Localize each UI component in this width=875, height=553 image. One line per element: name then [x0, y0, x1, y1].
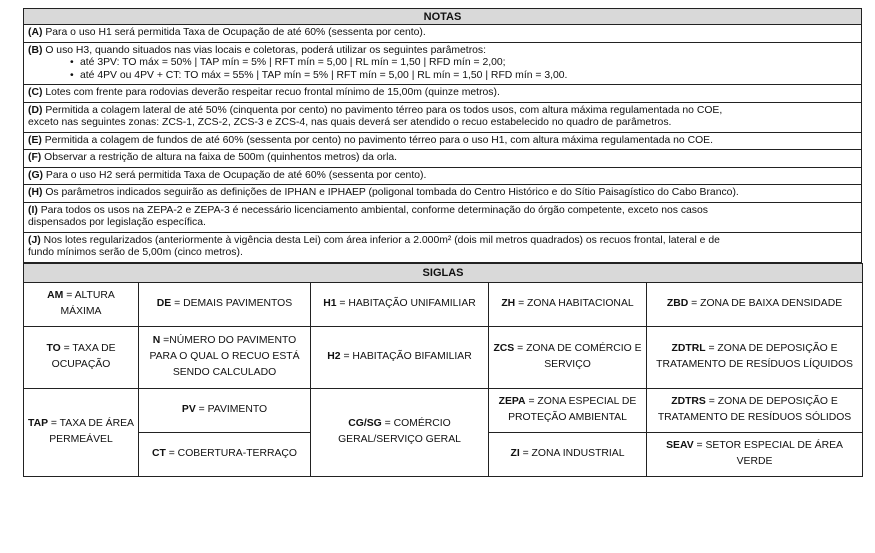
sigla-pv — [139, 388, 311, 432]
note-text: Para o uso H2 será permitida Taxa de Ocupação de até 60% (sessenta por cento). — [43, 169, 427, 181]
note-text: Nos lotes regularizados (anteriormente à vigência desta Lei) com área inferior a 2.000m² (dois mil metros quadrados) os recuos frontal, lateral e de — [40, 234, 720, 246]
note-text: Para todos os usos na ZEPA-2 e ZEPA-3 é necessário licenciamento ambiental, conforme determinação do órgão competente, exceto nos casos — [37, 204, 708, 216]
note-key: (I) — [28, 204, 38, 216]
sigla-def: = DEMAIS PAVIMENTOS — [171, 298, 293, 309]
sigla-to — [24, 326, 139, 388]
sigla-abbr: ZH — [501, 298, 516, 309]
sigla-def: = ALTURA MÁXIMA — [60, 290, 115, 317]
note-text: O uso H3, quando situados nas vias locais e coletoras, poderá utilizar os seguintes parâmetros: — [42, 44, 487, 56]
sigla-zcs — [489, 326, 647, 388]
note-d — [23, 103, 862, 133]
sigla-ct — [139, 432, 311, 476]
sigla-def: = ZONA DE BAIXA DENSIDADE — [688, 298, 843, 309]
note-b-bullet-2: • até 4PV ou 4PV + CT: TO máx = 55% | TAP mín = 5% | RFT mín = 5,00 | RL mín = 1,50 | RFD mín = 3,00. — [28, 70, 857, 83]
sigla-zdtrs — [647, 388, 863, 432]
sigla-def: = TAXA DE OCUPAÇÃO — [51, 343, 116, 370]
note-key: (D) — [28, 104, 43, 116]
note-e — [23, 133, 862, 151]
sigla-def: = ZONA DE COMÉRCIO E SERVIÇO — [514, 343, 642, 370]
note-a — [23, 25, 862, 43]
note-text-cont: fundo mínimos serão de 5,00m (cinco metros). — [28, 247, 243, 258]
sigla-abbr: ZBD — [666, 298, 689, 309]
note-key: (B) — [28, 44, 43, 56]
siglas-header: SIGLAS — [24, 263, 863, 282]
sigla-abbr: DE — [156, 298, 172, 309]
note-text: Permitida a colagem lateral de até 50% (cinquenta por cento) no pavimento térreo para os todos usos, com altura máxima regulamentada no COE, — [42, 104, 723, 116]
sigla-zbd — [647, 282, 863, 326]
sigla-def: = ZONA DE DEPOSIÇÃO E TRATAMENTO DE RESÍDUOS LÍQUIDOS — [656, 343, 853, 370]
sigla-abbr: TO — [46, 343, 61, 354]
note-g — [23, 168, 862, 186]
note-j — [23, 233, 862, 263]
sigla-seav — [647, 432, 863, 476]
sigla-tap — [24, 388, 139, 476]
sigla-abbr: N — [152, 335, 161, 346]
sigla-n — [139, 326, 311, 388]
note-key: (J) — [28, 234, 41, 246]
sigla-abbr: ZEPA — [498, 396, 526, 407]
sigla-def: = COMÉRCIO GERAL/SERVIÇO GERAL — [338, 418, 461, 445]
sigla-abbr: ZI — [510, 448, 520, 459]
document-tables — [23, 8, 862, 477]
note-h — [23, 185, 862, 203]
note-key: (A) — [28, 27, 43, 38]
note-text-cont: dispensados por legislação específica. — [28, 217, 206, 228]
sigla-def: = HABITAÇÃO UNIFAMILIAR — [336, 298, 476, 309]
sigla-zi — [489, 432, 647, 476]
siglas-table — [23, 263, 863, 477]
note-text: Lotes com frente para rodovias deverão respeitar recuo frontal mínimo de 15,00m (quinze metros). — [42, 87, 500, 98]
note-key: (H) — [28, 187, 43, 198]
sigla-de — [139, 282, 311, 326]
sigla-abbr: ZDTRS — [671, 396, 706, 407]
sigla-abbr: CG/SG — [348, 418, 382, 429]
sigla-h2 — [311, 326, 489, 388]
sigla-abbr: H1 — [323, 298, 337, 309]
sigla-def: = HABITAÇÃO BIFAMILIAR — [340, 351, 472, 362]
sigla-def: = COBERTURA-TERRAÇO — [165, 448, 297, 459]
notas-header: NOTAS — [23, 8, 862, 25]
sigla-zdtrl — [647, 326, 863, 388]
sigla-am — [24, 282, 139, 326]
sigla-def: = ZONA HABITACIONAL — [515, 298, 634, 309]
note-b — [23, 43, 862, 86]
note-text: Permitida a colagem de fundos de até 60% (sessenta por cento) no pavimento térreo para o uso H1, com altura máxima regulamentada no COE. — [41, 134, 713, 146]
note-c — [23, 85, 862, 103]
note-key: (G) — [28, 169, 44, 181]
note-text: Os parâmetros indicados seguirão as definições de IPHAN e IPHAEP (poligonal tombada do Centro Histórico e do Sítio Paisagístico do Cabo Branco). — [42, 187, 739, 198]
sigla-def: = ZONA DE DEPOSIÇÃO E TRATAMENTO DE RESÍDUOS SÓLIDOS — [657, 396, 852, 423]
note-b-bullet-1: • até 3PV: TO máx = 50% | TAP mín = 5% | RFT mín = 5,00 | RL mín = 1,50 | RFD mín = 2,00; — [28, 57, 857, 70]
sigla-abbr: CT — [151, 448, 166, 459]
note-text: Para o uso H1 será permitida Taxa de Ocupação de até 60% (sessenta por cento). — [42, 27, 426, 38]
sigla-def: = SETOR ESPECIAL DE ÁREA VERDE — [693, 440, 843, 467]
sigla-abbr: H2 — [327, 351, 341, 362]
sigla-abbr: ZCS — [493, 343, 515, 354]
sigla-abbr: SEAV — [666, 440, 694, 451]
sigla-abbr: ZDTRL — [671, 343, 706, 354]
sigla-def: =NÚMERO DO PAVIMENTO PARA O QUAL O RECUO ESTÁ SENDO CALCULADO — [149, 335, 300, 378]
sigla-def: = PAVIMENTO — [195, 404, 268, 415]
note-key: (F) — [28, 152, 42, 163]
sigla-def: = ZONA ESPECIAL DE PROTEÇÃO AMBIENTAL — [508, 396, 637, 423]
note-key: (E) — [28, 134, 42, 146]
note-text: Observar a restrição de altura na faixa de 500m (quinhentos metros) da orla. — [41, 152, 398, 163]
sigla-abbr: PV — [181, 404, 196, 415]
sigla-def: = ZONA INDUSTRIAL — [519, 448, 625, 459]
sigla-h1 — [311, 282, 489, 326]
sigla-zepa — [489, 388, 647, 432]
note-i — [23, 203, 862, 233]
sigla-def: = TAXA DE ÁREA PERMEÁVEL — [48, 418, 134, 445]
note-text-cont: exceto nas seguintes zonas: ZCS-1, ZCS-2, ZCS-3 e ZCS-4, nas quais deverá ser atendido o recuo estabelecido no quadro de parâmetros. — [28, 117, 672, 128]
sigla-abbr: AM — [47, 290, 64, 301]
note-f — [23, 150, 862, 168]
sigla-abbr: TAP — [28, 418, 49, 429]
sigla-zh — [489, 282, 647, 326]
sigla-cgsg — [311, 388, 489, 476]
note-key: (C) — [28, 87, 43, 98]
